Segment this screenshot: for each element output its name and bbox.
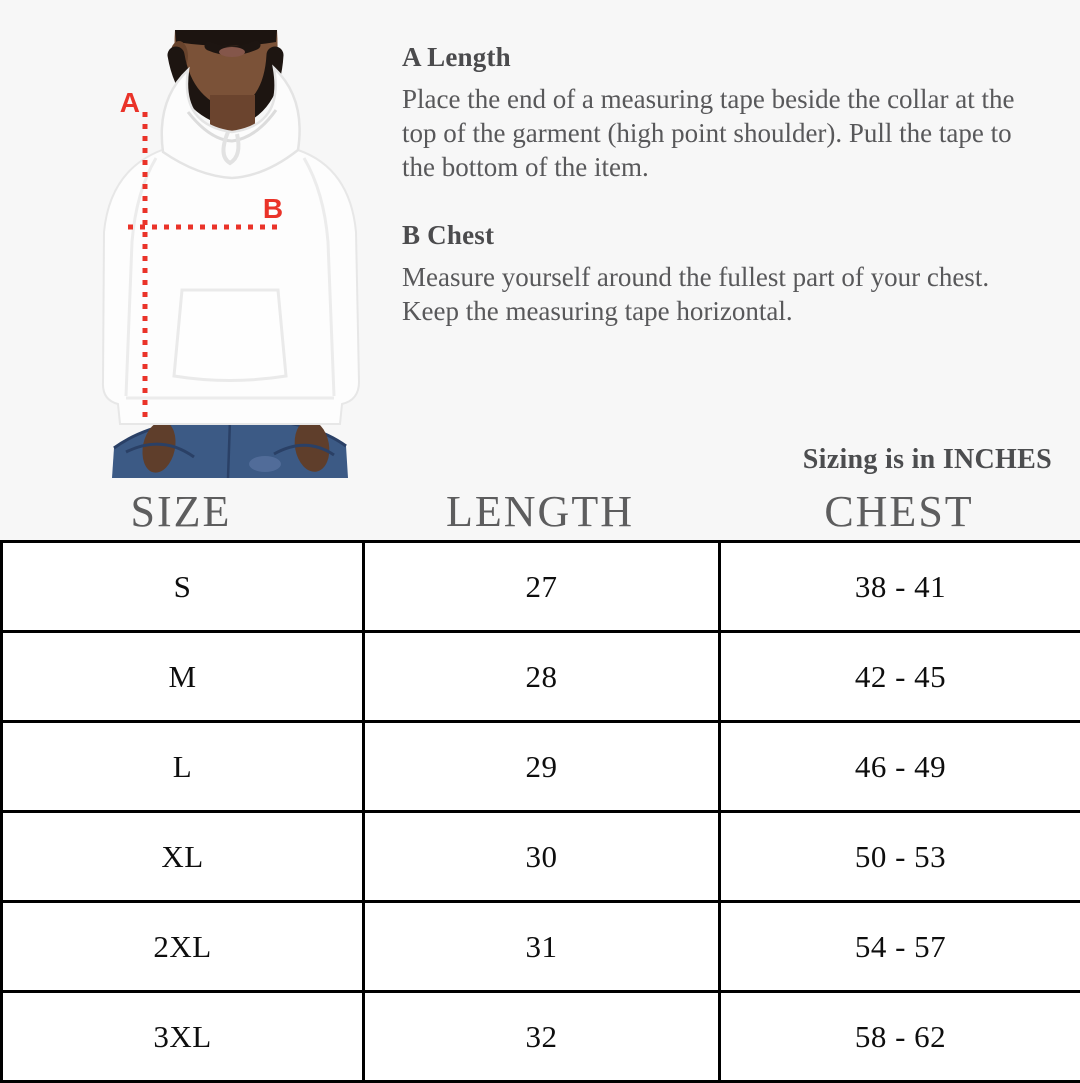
chest-cell: 54 - 57 — [720, 902, 1080, 992]
size-table — [0, 540, 1080, 1083]
marker-a-label: A — [120, 87, 140, 118]
header-chest: CHEST — [718, 484, 1080, 537]
table-row-3xl — [2, 992, 1080, 1082]
size-cell: S — [2, 542, 364, 632]
length-instruction-text: Place the end of a measuring tape beside the collar at the top of the garment (high point shoulder). Pull the tape to the bottom of the item. — [402, 82, 1038, 184]
length-instruction — [402, 42, 1038, 184]
chest-cell: 42 - 45 — [720, 632, 1080, 722]
size-cell: XL — [2, 812, 364, 902]
marker-b-label: B — [263, 193, 283, 224]
chest-cell: 38 - 41 — [720, 542, 1080, 632]
chest-cell: 50 - 53 — [720, 812, 1080, 902]
size-cell: M — [2, 632, 364, 722]
chest-cell: 46 - 49 — [720, 722, 1080, 812]
header-length: LENGTH — [362, 484, 718, 537]
chest-instruction — [402, 220, 1038, 328]
size-cell: L — [2, 722, 364, 812]
table-row-2xl — [2, 902, 1080, 992]
length-cell: 28 — [364, 632, 720, 722]
header-size: SIZE — [0, 484, 362, 537]
hoodie-body — [103, 150, 359, 424]
chest-instruction-text: Measure yourself around the fullest part of your chest. Keep the measuring tape horizontal. — [402, 260, 1038, 328]
chest-instruction-title: B Chest — [402, 220, 1038, 251]
table-row-m — [2, 632, 1080, 722]
table-row-s — [2, 542, 1080, 632]
sizing-units-note: Sizing is in INCHES — [803, 444, 1052, 476]
length-cell: 27 — [364, 542, 720, 632]
size-table-headers — [0, 480, 1080, 540]
length-cell: 30 — [364, 812, 720, 902]
measurement-guide-section — [0, 0, 1080, 480]
length-cell: 31 — [364, 902, 720, 992]
hoodie-model-photo — [60, 0, 400, 480]
chest-cell: 58 - 62 — [720, 992, 1080, 1082]
measurement-instructions — [402, 42, 1038, 364]
size-cell: 3XL — [2, 992, 364, 1082]
length-cell: 32 — [364, 992, 720, 1082]
table-row-xl — [2, 812, 1080, 902]
length-cell: 29 — [364, 722, 720, 812]
table-row-l — [2, 722, 1080, 812]
length-instruction-title: A Length — [402, 42, 1038, 73]
size-cell: 2XL — [2, 902, 364, 992]
